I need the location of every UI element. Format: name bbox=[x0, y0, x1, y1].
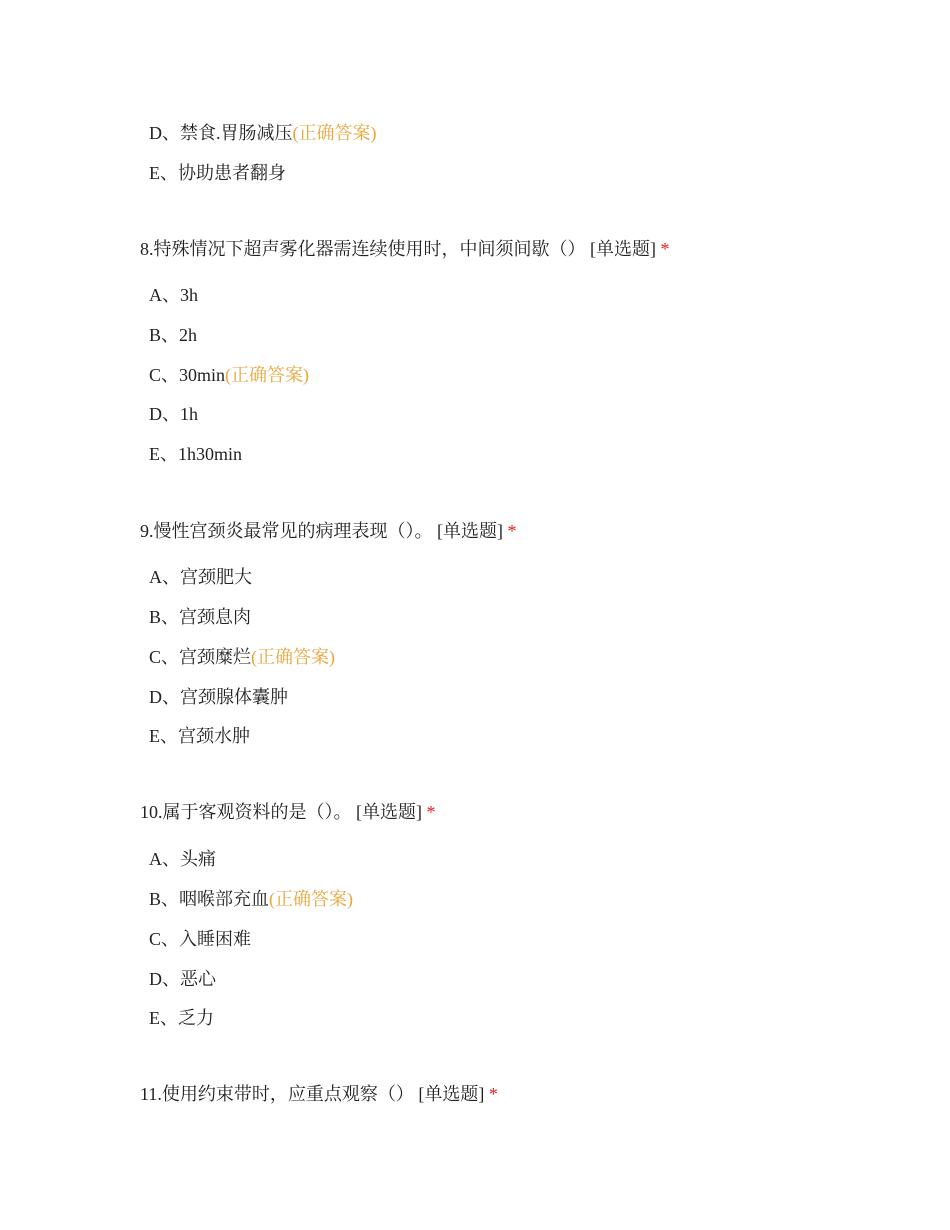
q8-option-c bbox=[149, 364, 309, 386]
question-type-tag: [单选题] bbox=[418, 1084, 485, 1104]
option-prefix: B、 bbox=[149, 889, 180, 909]
q10-option-b bbox=[149, 888, 353, 910]
correct-answer-tag: (正确答案) bbox=[292, 123, 377, 143]
option-text: 宫颈息肉 bbox=[179, 607, 252, 627]
q8-option-e bbox=[149, 443, 242, 465]
q10-option-d bbox=[149, 968, 216, 990]
option-prefix: B、 bbox=[149, 325, 180, 345]
required-mark: * bbox=[507, 521, 517, 541]
option-prefix: E、 bbox=[149, 726, 178, 746]
option-prefix: D、 bbox=[149, 404, 180, 424]
q9-option-d bbox=[149, 686, 288, 708]
q9-option-e bbox=[149, 725, 250, 747]
option-prefix: A、 bbox=[149, 567, 180, 587]
option-text: 30min bbox=[179, 365, 226, 385]
option-text: 宫颈糜烂 bbox=[179, 647, 252, 667]
option-text: 1h30min bbox=[178, 444, 243, 464]
option-prefix: C、 bbox=[149, 929, 180, 949]
q7-option-d bbox=[149, 122, 377, 144]
option-prefix: D、 bbox=[149, 969, 180, 989]
question-8-title bbox=[140, 238, 670, 260]
q8-option-b bbox=[149, 324, 197, 346]
option-text: 恶心 bbox=[180, 969, 216, 989]
q9-option-b bbox=[149, 606, 251, 628]
option-text: 头痛 bbox=[180, 849, 216, 869]
q10-option-e bbox=[149, 1007, 214, 1029]
option-text: 3h bbox=[180, 285, 198, 305]
q8-option-a bbox=[149, 284, 198, 306]
question-text: 11.使用约束带时，应重点观察（） bbox=[140, 1084, 414, 1104]
option-prefix: E、 bbox=[149, 1008, 178, 1028]
option-prefix: E、 bbox=[149, 444, 178, 464]
option-prefix: A、 bbox=[149, 285, 180, 305]
option-prefix: A、 bbox=[149, 849, 180, 869]
option-text: 1h bbox=[180, 404, 198, 424]
question-type-tag: [单选题] bbox=[437, 521, 503, 541]
option-prefix: D、 bbox=[149, 123, 180, 143]
option-text: 2h bbox=[179, 325, 198, 345]
option-text: 协助患者翻身 bbox=[178, 163, 286, 183]
q9-option-a bbox=[149, 566, 252, 588]
option-prefix: C、 bbox=[149, 647, 180, 667]
q9-option-c bbox=[149, 646, 335, 668]
required-mark: * bbox=[660, 239, 670, 259]
q7-option-e bbox=[149, 162, 286, 184]
option-text: 乏力 bbox=[178, 1008, 214, 1028]
question-text: 8.特殊情况下超声雾化器需连续使用时，中间须间歇（） bbox=[140, 239, 586, 259]
option-text: 宫颈肥大 bbox=[180, 567, 252, 587]
option-prefix: E、 bbox=[149, 163, 178, 183]
question-10-title bbox=[140, 801, 436, 823]
q8-option-d bbox=[149, 403, 198, 425]
option-text: 咽喉部充血 bbox=[179, 889, 270, 909]
option-prefix: B、 bbox=[149, 607, 180, 627]
required-mark: * bbox=[426, 802, 436, 822]
question-type-tag: [单选题] bbox=[356, 802, 422, 822]
q10-option-a bbox=[149, 848, 216, 870]
option-text: 宫颈腺体囊肿 bbox=[180, 687, 288, 707]
correct-answer-tag: (正确答案) bbox=[225, 365, 310, 385]
question-type-tag: [单选题] bbox=[590, 239, 656, 259]
question-text: 9.慢性宫颈炎最常见的病理表现（）。 bbox=[140, 521, 433, 541]
question-11-title bbox=[140, 1083, 498, 1105]
correct-answer-tag: (正确答案) bbox=[269, 889, 354, 909]
option-text: 禁食.胃肠减压 bbox=[180, 123, 293, 143]
option-text: 入睡困难 bbox=[179, 929, 252, 949]
question-text: 10.属于客观资料的是（）。 bbox=[140, 802, 352, 822]
question-9-title bbox=[140, 520, 517, 542]
option-prefix: C、 bbox=[149, 365, 180, 385]
required-mark: * bbox=[488, 1084, 498, 1104]
option-prefix: D、 bbox=[149, 687, 180, 707]
correct-answer-tag: (正确答案) bbox=[251, 647, 336, 667]
q10-option-c bbox=[149, 928, 251, 950]
option-text: 宫颈水肿 bbox=[178, 726, 250, 746]
